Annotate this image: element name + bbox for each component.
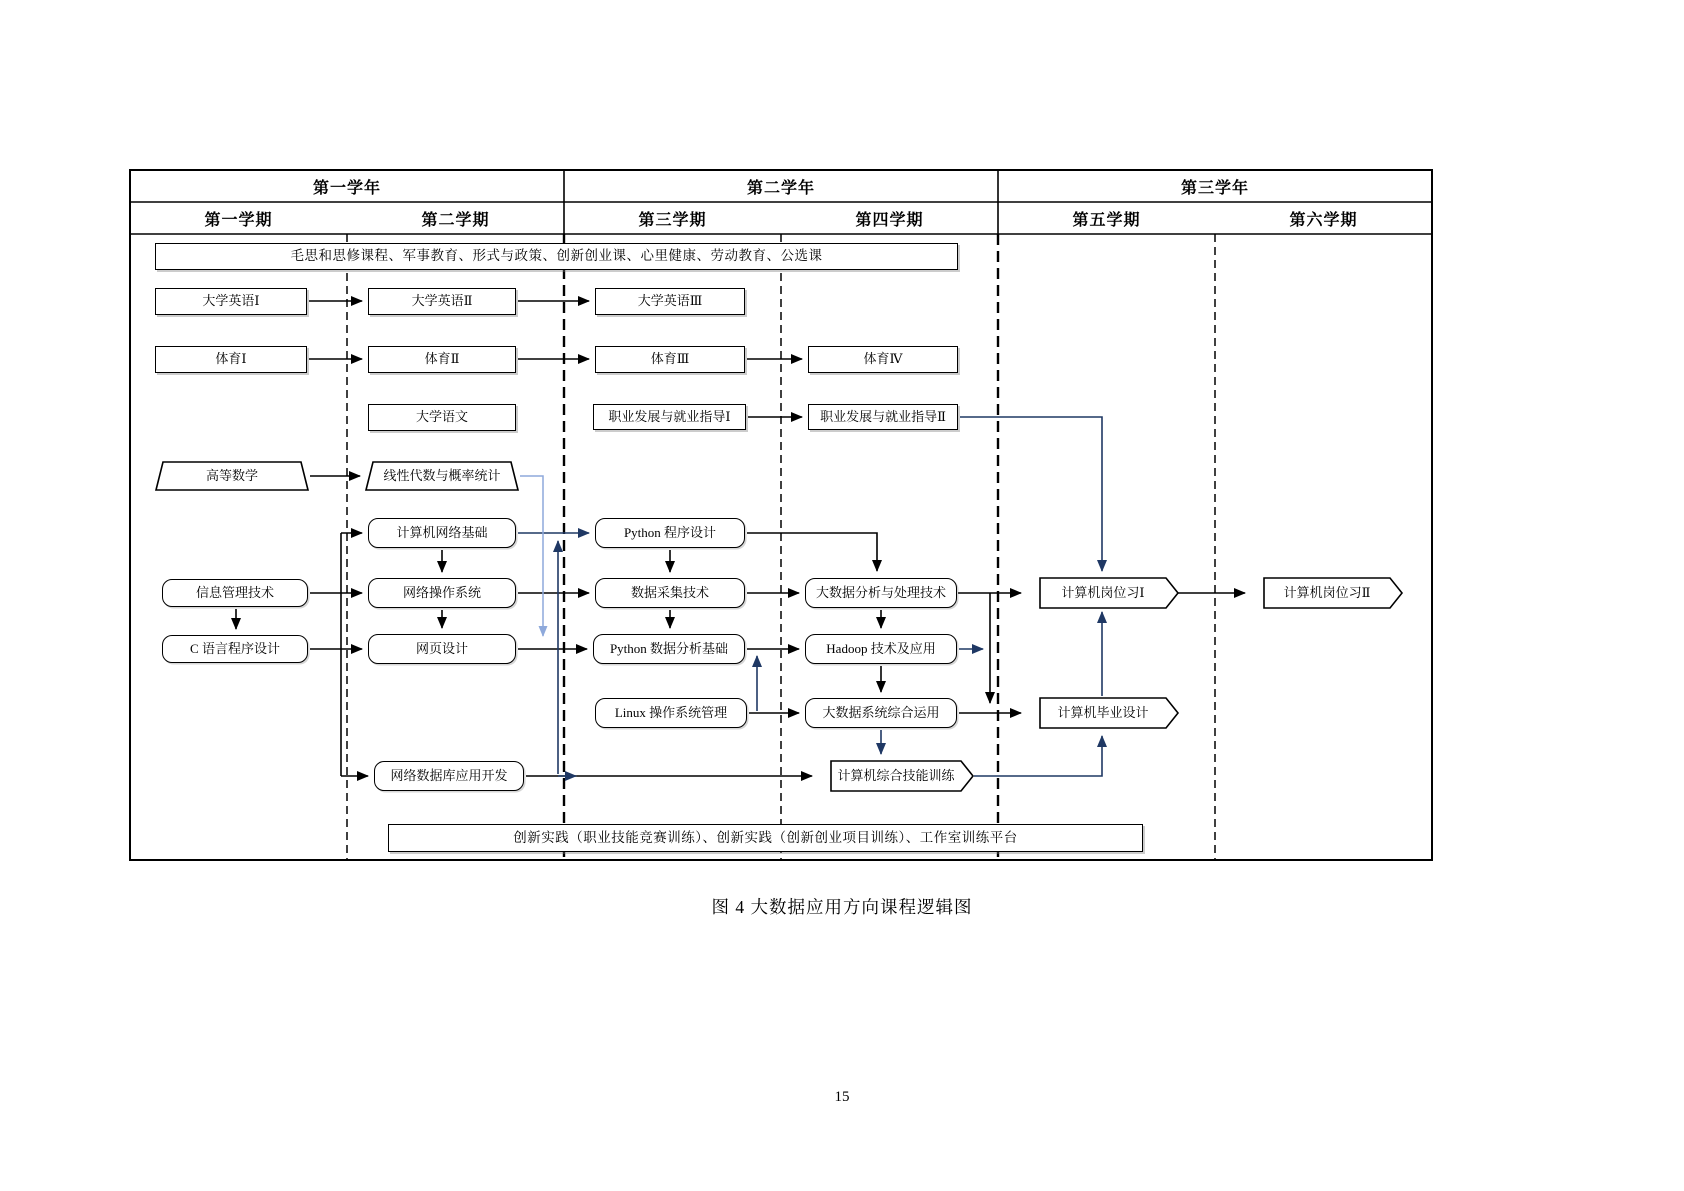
semester-header-4: 第四学期 [855, 211, 924, 229]
banner-general-courses: 毛思和思修课程、军事教育、形式与政策、创新创业课、心里健康、劳动教育、公选课 [155, 243, 958, 270]
semester-header-1: 第一学期 [204, 211, 273, 229]
course-box-english-3: 大学英语Ⅲ [595, 288, 745, 315]
course-box-python-prog: Python 程序设计 [595, 518, 745, 548]
course-box-english-2: 大学英语Ⅱ [368, 288, 516, 315]
course-box-hadoop: Hadoop 技术及应用 [805, 634, 957, 664]
course-box-math: 高等数学 [205, 467, 258, 483]
figure-caption: 图 4 大数据应用方向课程逻辑图 [711, 896, 973, 917]
banner-innovation-practice: 创新实践（职业技能竞赛训练）、创新实践（创新创业项目训练）、工作室训练平台 [388, 824, 1143, 852]
page-number: 15 [834, 1088, 850, 1105]
course-box-chinese: 大学语文 [368, 404, 516, 431]
course-box-intern-1: 计算机岗位习Ⅰ [1061, 584, 1145, 600]
course-box-c-lang: C 语言程序设计 [162, 635, 308, 663]
course-box-net-db: 网络数据库应用开发 [374, 761, 524, 791]
course-box-pe-1: 体育Ⅰ [155, 346, 307, 373]
course-box-net-basic: 计算机网络基础 [368, 518, 516, 548]
year-header-1: 第一学年 [312, 179, 381, 197]
semester-header-3: 第三学期 [638, 211, 707, 229]
course-box-linux-os: Linux 操作系统管理 [595, 698, 747, 728]
course-box-bigdata-analysis: 大数据分析与处理技术 [805, 578, 957, 608]
semester-header-2: 第二学期 [421, 211, 490, 229]
course-box-net-os: 网络操作系统 [368, 578, 516, 608]
course-box-python-data: Python 数据分析基础 [593, 634, 745, 664]
course-box-english-1: 大学英语Ⅰ [155, 288, 307, 315]
course-box-web-design: 网页设计 [368, 634, 516, 664]
semester-header-6: 第六学期 [1289, 211, 1358, 229]
course-box-bigdata-system: 大数据系统综合运用 [805, 698, 957, 728]
course-box-career-2: 职业发展与就业指导Ⅱ [808, 404, 958, 430]
course-box-pe-2: 体育Ⅱ [368, 346, 516, 373]
course-box-linear-algebra: 线性代数与概率统计 [383, 467, 501, 483]
arrows-lightblue [520, 476, 543, 636]
course-box-grad-design: 计算机毕业设计 [1057, 704, 1149, 720]
year-header-3: 第三学年 [1180, 179, 1249, 197]
course-box-career-1: 职业发展与就业指导Ⅰ [593, 404, 746, 430]
course-box-intern-2: 计算机岗位习Ⅱ [1283, 584, 1371, 600]
course-box-info-mgmt: 信息管理技术 [162, 579, 308, 607]
semester-header-5: 第五学期 [1072, 211, 1141, 229]
year-header-2: 第二学年 [746, 179, 815, 197]
course-box-skill-training: 计算机综合技能训练 [837, 767, 955, 783]
course-box-pe-4: 体育Ⅳ [808, 346, 958, 373]
course-box-pe-3: 体育Ⅲ [595, 346, 745, 373]
course-box-data-collect: 数据采集技术 [595, 578, 745, 608]
